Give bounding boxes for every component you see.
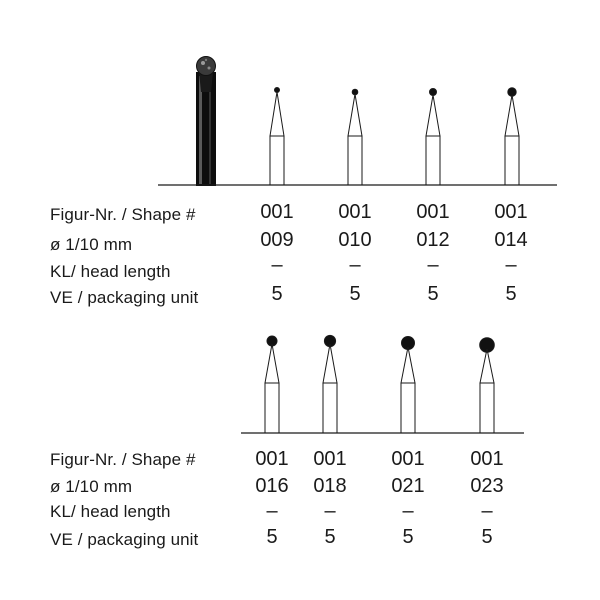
shape-number: 001 [338,201,372,223]
diameter-value: 009 [260,229,294,251]
diameter-value: 023 [470,475,504,497]
packaging-value: 5 [402,526,414,548]
shape-number: 001 [416,201,450,223]
diameter-value: 018 [313,475,347,497]
bur-outline-018 [323,335,337,433]
head-length-value: – [505,254,517,276]
head-length-value: – [271,254,283,276]
head-length-value: – [349,254,361,276]
shape-number: 001 [313,448,347,470]
diameter-value: 021 [391,475,425,497]
shape-label: Figur-Nr. / Shape # [50,450,196,469]
packaging-value: 5 [481,526,493,548]
head-length-value: – [481,500,493,522]
shape-number: 001 [470,448,504,470]
shape-number: 001 [255,448,289,470]
diameter-value: 010 [338,229,372,251]
packaging-value: 5 [349,283,361,305]
packaging-label: VE / packaging unit [50,288,199,307]
diameter-label: ø 1/10 mm [50,477,133,496]
packaging-value: 5 [427,283,439,305]
diameter-value: 012 [416,229,450,251]
diameter-label: ø 1/10 mm [50,235,133,254]
bur-outline-021 [401,337,415,434]
diameter-value: 014 [494,229,528,251]
packaging-value: 5 [324,526,336,548]
shape-number: 001 [391,448,425,470]
shape-number: 001 [494,201,528,223]
packaging-value: 5 [266,526,278,548]
head-length-value: – [402,500,414,522]
bur-outline-023 [480,338,495,433]
packaging-value: 5 [271,283,283,305]
packaging-value: 5 [505,283,517,305]
packaging-label: VE / packaging unit [50,530,199,549]
head-length-value: – [266,500,278,522]
diameter-value: 016 [255,475,289,497]
shape-label: Figur-Nr. / Shape # [50,205,196,224]
bur-outline-016 [265,336,279,433]
head-length-label: KL/ head length [50,502,171,521]
shape-number: 001 [260,201,294,223]
head-length-value: – [427,254,439,276]
head-length-value: – [324,500,336,522]
head-length-label: KL/ head length [50,262,171,281]
